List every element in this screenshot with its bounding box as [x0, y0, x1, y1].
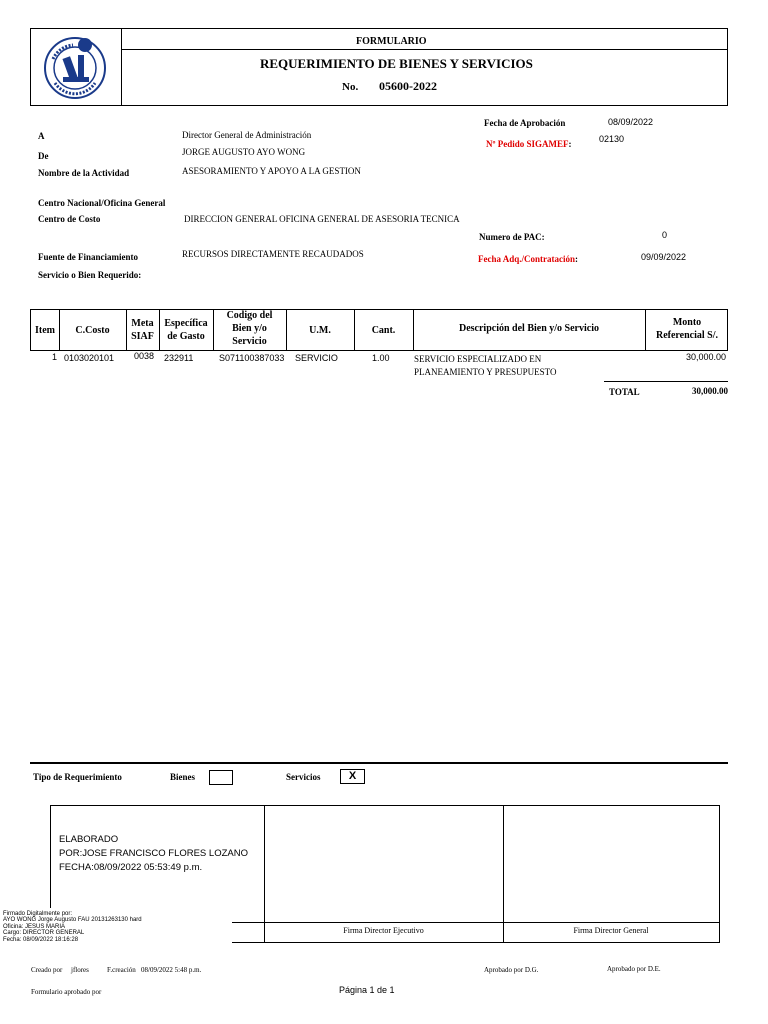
tipo-label: Tipo de Requerimiento	[33, 772, 122, 782]
header-cant: Cant.	[371, 325, 396, 336]
requirement-number: 05600-2022	[379, 79, 437, 93]
cell-codigo: S071100387033	[219, 353, 285, 363]
fecha-adq-value: 09/09/2022	[641, 252, 687, 262]
digital-sig-line: Fecha: 08/09/2022 18:16:28	[3, 936, 79, 943]
fuente-label: Fuente de Financiamiento	[38, 252, 138, 262]
cell-cant: 1.00	[372, 353, 390, 363]
header-descripcion: Descripción del Bien y/o Servicio	[459, 323, 599, 334]
header-monto: Monto Referencial S/.	[655, 317, 719, 341]
cell-monto: 30,000.00	[685, 352, 726, 362]
bienes-checkbox[interactable]	[209, 770, 233, 785]
aprobado-de-label: Aprobado por D.E.	[607, 965, 661, 973]
fecha-aprobacion-value: 08/09/2022	[608, 117, 654, 127]
fecha-adq-label: Fecha Adq./Contratación:	[478, 254, 579, 264]
creado-label: Creado por	[31, 966, 63, 974]
pedido-label: Nº Pedido SIGAMEF:	[486, 139, 572, 149]
elaborado-line-3: FECHA:08/09/2022 05:53:49 p.m.	[59, 862, 203, 873]
total-divider	[604, 381, 728, 382]
header-divider	[121, 49, 727, 50]
pac-label: Numero de PAC:	[479, 232, 545, 242]
centro-costo-label: Centro de Costo	[38, 214, 101, 224]
number-label: No.	[342, 81, 359, 93]
bienes-label: Bienes	[170, 772, 196, 782]
items-table-header	[30, 309, 728, 351]
form-title: REQUERIMIENTO DE BIENES Y SERVICIOS	[260, 56, 533, 71]
fcreacion-label: F.creación	[107, 966, 136, 974]
centro-nacional-label: Centro Nacional/Oficina General	[38, 198, 166, 208]
pedido-value: 02130	[599, 134, 625, 144]
header-um: U.M.	[309, 325, 331, 336]
servicio-label: Servicio o Bien Requerido:	[38, 270, 142, 280]
elaborado-line-2: POR:JOSE FRANCISCO FLORES LOZANO	[59, 848, 248, 859]
cell-especifica: 232911	[164, 353, 194, 363]
cell-ccosto: 0103020101	[64, 353, 115, 363]
firma-ejecutivo-label: Firma Director Ejecutivo	[343, 926, 424, 935]
digital-sig-line: Firmado Digitalmente por:	[3, 911, 73, 917]
header-ccosto: C.Costo	[75, 325, 110, 336]
digital-signature-stamp	[0, 908, 232, 946]
cell-um: SERVICIO	[295, 353, 338, 363]
fcreacion-value: 08/09/2022 5:48 p.m.	[141, 966, 202, 974]
centro-costo-value: DIRECCION GENERAL OFICINA GENERAL DE ASESORIA TECNICA	[184, 214, 460, 224]
a-value: Director General de Administración	[182, 130, 312, 140]
form-label: FORMULARIO	[356, 36, 427, 47]
form-header	[30, 28, 728, 106]
header-item: Item	[35, 325, 55, 336]
fecha-aprobacion-label: Fecha de Aprobación	[484, 118, 566, 128]
cell-meta: 0038	[134, 351, 155, 361]
ministerio-salud-logo-icon	[33, 31, 119, 105]
fuente-value: RECURSOS DIRECTAMENTE RECAUDADOS	[182, 249, 364, 259]
total-value: 30,000.00	[692, 386, 728, 396]
servicios-label: Servicios	[286, 772, 321, 782]
creado-value: jflores	[71, 966, 89, 974]
digital-sig-line: AYO WONG Jorge Augusto FAU 20131263130 hard	[3, 917, 142, 924]
pac-value: 0	[662, 230, 668, 240]
formulario-aprobado-label: Formulario aprobado por	[31, 988, 102, 996]
de-label: De	[38, 151, 49, 161]
header-especifica: Específica de Gasto	[164, 318, 208, 342]
a-label: A	[38, 131, 45, 141]
actividad-value: ASESORAMIENTO Y APOYO A LA GESTION	[182, 166, 361, 176]
firma-general-label: Firma Director General	[573, 926, 649, 935]
tipo-divider	[30, 762, 728, 764]
cell-descripcion-1: SERVICIO ESPECIALIZADO EN	[414, 354, 542, 364]
logo-cell	[31, 29, 122, 105]
cell-item: 1	[52, 352, 58, 362]
elaborado-line-1: ELABORADO	[59, 834, 119, 845]
servicios-checkbox[interactable]: X	[340, 769, 365, 784]
digital-sig-line: Oficina: JESUS MARIA	[3, 923, 66, 930]
total-label: TOTAL	[609, 387, 640, 397]
header-meta: Meta SIAF	[131, 318, 154, 342]
page-number: Página 1 de 1	[339, 985, 395, 995]
digital-sig-line: Cargo: DIRECTOR GENERAL	[3, 930, 85, 937]
de-value: JORGE AUGUSTO AYO WONG	[182, 147, 306, 157]
header-codigo: Codigo del Bien y/o Servicio	[226, 310, 273, 347]
cell-descripcion-2: PLANEAMIENTO Y PRESUPUESTO	[414, 367, 557, 377]
aprobado-dg-label: Aprobado por D.G.	[484, 966, 539, 974]
actividad-label: Nombre de la Actividad	[38, 168, 130, 178]
